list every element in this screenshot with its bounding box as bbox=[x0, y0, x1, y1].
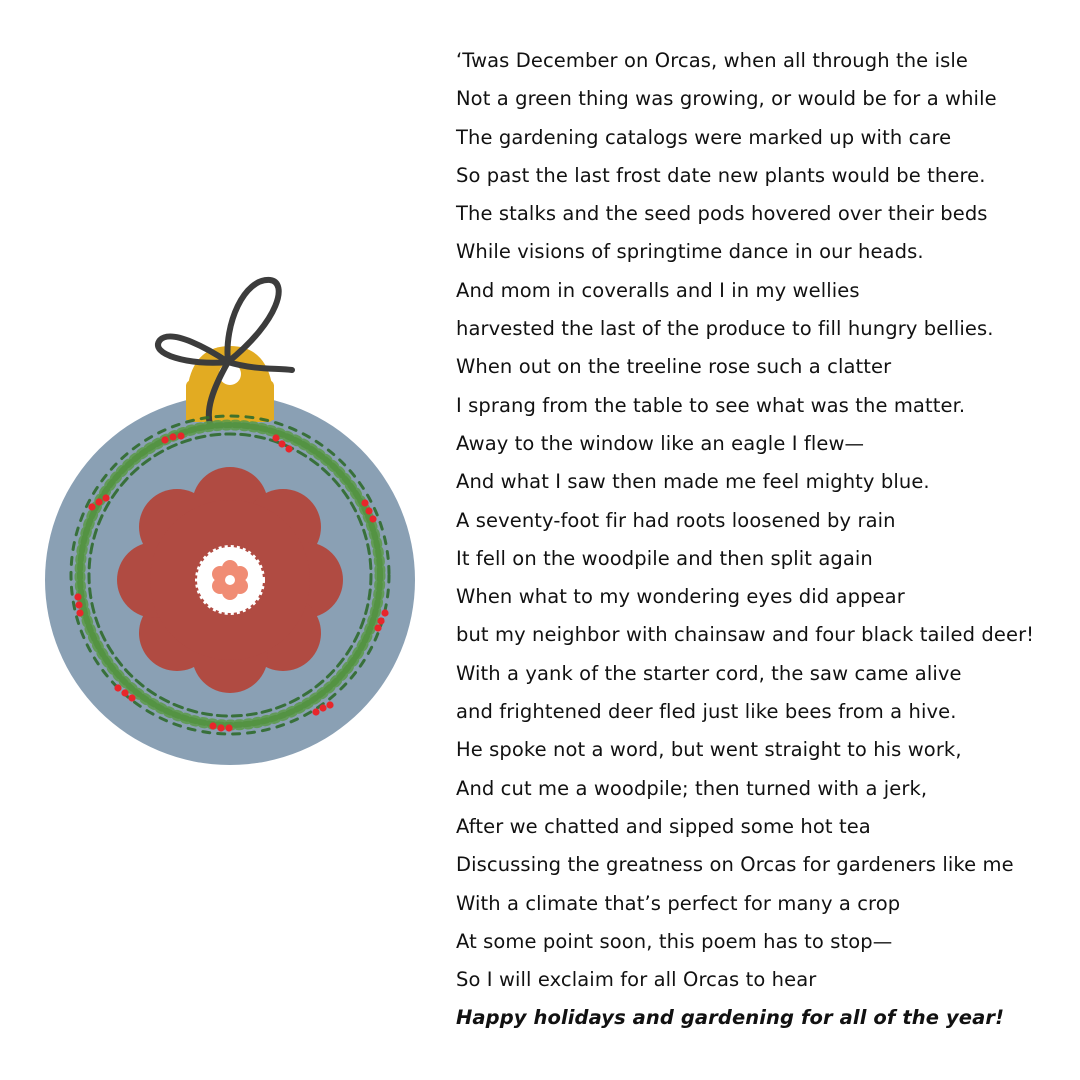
poem-line: It fell on the woodpile and then split again bbox=[456, 546, 873, 570]
poem-closing-line: Happy holidays and gardening for all of the year! bbox=[456, 1006, 1005, 1030]
christmas-ornament-icon bbox=[40, 270, 420, 770]
poem-line: When out on the treeline rose such a clatter bbox=[456, 355, 892, 379]
poem-line: At some point soon, this poem has to stop— bbox=[456, 929, 893, 953]
poem-line: Discussing the greatness on Orcas for gardeners like me bbox=[456, 853, 1014, 877]
poem-line: With a climate that’s perfect for many a crop bbox=[456, 891, 901, 915]
poem-line: and frightened deer fled just like bees from a hive. bbox=[456, 700, 957, 724]
poem-line: So past the last frost date new plants would be there. bbox=[456, 163, 986, 187]
poem-line: I sprang from the table to see what was the matter. bbox=[456, 393, 966, 417]
poem-line: After we chatted and sipped some hot tea bbox=[456, 814, 871, 838]
poem-line: but my neighbor with chainsaw and four black tailed deer! bbox=[456, 623, 1035, 647]
poem-line: So I will exclaim for all Orcas to hear bbox=[456, 968, 817, 992]
poem-line: He spoke not a word, but went straight to his work, bbox=[456, 738, 962, 762]
poem bbox=[456, 42, 1066, 1038]
poem-line: And what I saw then made me feel mighty blue. bbox=[456, 470, 930, 494]
poem-line: And mom in coveralls and I in my wellies bbox=[456, 278, 860, 302]
poem-line: ‘Twas December on Orcas, when all through the isle bbox=[456, 49, 968, 72]
poem-line: While visions of springtime dance in our heads. bbox=[456, 240, 924, 264]
poem-line: And cut me a woodpile; then turned with a jerk, bbox=[456, 776, 928, 800]
poem-line: With a yank of the starter cord, the saw came alive bbox=[456, 661, 962, 685]
poem-line: A seventy-foot fir had roots loosened by rain bbox=[456, 508, 896, 532]
poem-line: The gardening catalogs were marked up with care bbox=[456, 125, 952, 149]
poem-line: The stalks and the seed pods hovered over their beds bbox=[456, 202, 988, 226]
poem-line: harvested the last of the produce to fill hungry bellies. bbox=[456, 317, 994, 341]
poem-line: Not a green thing was growing, or would be for a while bbox=[456, 87, 997, 111]
poem-line: Away to the window like an eagle I flew— bbox=[456, 431, 865, 455]
poem-line: When what to my wondering eyes did appear bbox=[456, 585, 905, 609]
